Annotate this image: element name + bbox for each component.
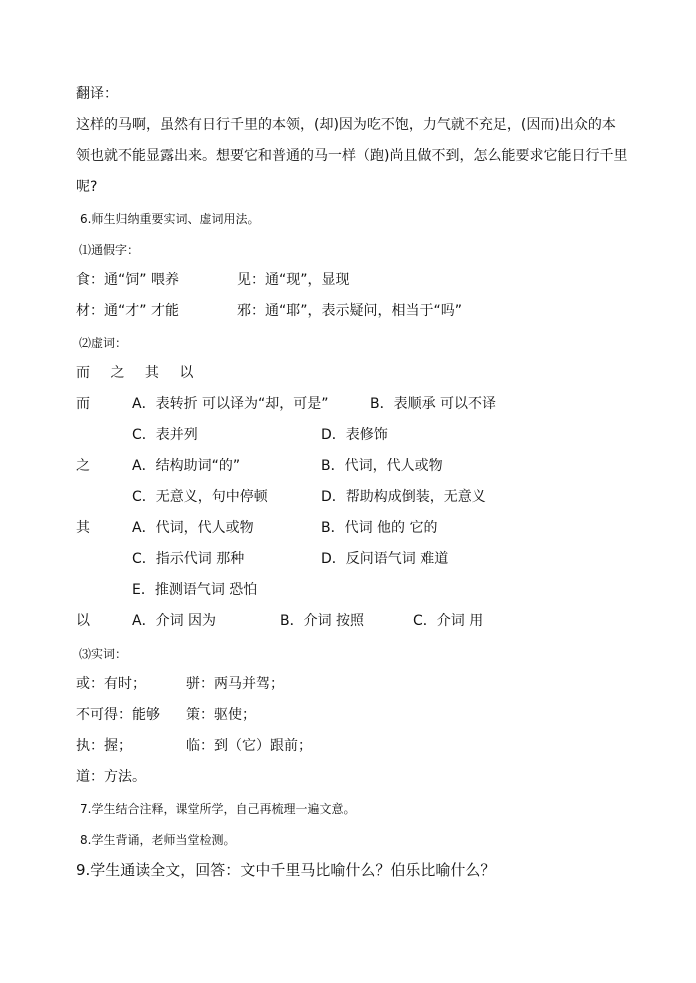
xuci-qi-e: E．推测语气词 恐怕	[132, 582, 258, 598]
translation-line-1: 这样的马啊，虽然有日行千里的本领，(却)因为吃不饱，力气就不充足，(因而)出众的本	[76, 117, 616, 133]
tongjia-ye: 邪：通“耶”，表示疑问，相当于“吗”	[237, 303, 463, 319]
shici-ce: 策：驱使；	[186, 707, 256, 723]
tongjia-jian: 见：通“现”，显现	[237, 272, 350, 288]
xuci-yi-c: C．介词 用	[413, 613, 484, 629]
xuci-yi-a: A．介词 因为	[132, 613, 217, 629]
xuci-qi-label: 其	[76, 520, 90, 536]
xuci-er-a: A．表转折 可以译为“却，可是”	[132, 396, 329, 412]
xuci-zhi-d: D．帮助构成倒装，无意义	[321, 489, 486, 505]
shici-huo: 或：有时；	[76, 676, 146, 692]
xuci-heading: ⑵虚词：	[79, 336, 128, 350]
xuci-zhi-label: 之	[76, 458, 90, 474]
xuci-qi-d: D．反问语气词 难道	[321, 551, 449, 567]
step-6-title: 6.师生归纳重要实词、虚词用法。	[80, 212, 260, 226]
xuci-qi-c: C．指示代词 那种	[132, 551, 245, 567]
xuci-er-b: B．表顺承 可以不译	[370, 396, 497, 412]
shici-bukede: 不可得：能够	[76, 707, 160, 723]
xuci-yi-b: B．介词 按照	[280, 613, 365, 629]
xuci-list: 而 之 其 以	[76, 365, 194, 381]
step-7: 7.学生结合注释，课堂所学，自己再梳理一遍文意。	[80, 802, 356, 816]
shici-heading: ⑶实词：	[79, 647, 128, 661]
shici-dao: 道：方法。	[76, 769, 146, 785]
shici-zhi: 执：握；	[76, 738, 132, 754]
tongjia-heading: ⑴通假字：	[79, 243, 140, 257]
xuci-er-c: C．表并列	[132, 427, 198, 443]
step-8: 8.学生背诵，老师当堂检测。	[80, 833, 236, 847]
translation-line-3: 呢?	[76, 179, 98, 195]
translation-line-2: 领也就不能显露出来。想要它和普通的马一样（跑)尚且做不到，怎么能要求它能日行千里	[76, 148, 628, 164]
shici-pian: 骈：两马并驾；	[186, 676, 284, 692]
translation-heading: 翻译：	[76, 86, 118, 102]
xuci-zhi-c: C．无意义，句中停顿	[132, 489, 268, 505]
step-9: 9.学生通读全文，回答：文中千里马比喻什么？伯乐比喻什么？	[76, 861, 496, 879]
shici-lin: 临：到（它）跟前；	[186, 738, 312, 754]
xuci-yi-label: 以	[76, 613, 90, 629]
xuci-zhi-b: B．代词，代人或物	[321, 458, 443, 474]
xuci-qi-b: B．代词 他的 它的	[321, 520, 438, 536]
xuci-zhi-a: A．结构助词“的”	[132, 458, 241, 474]
xuci-qi-a: A．代词，代人或物	[132, 520, 254, 536]
tongjia-shi: 食：通“饲” 喂养	[76, 272, 179, 288]
xuci-er-label: 而	[76, 396, 90, 412]
tongjia-cai: 材：通“才” 才能	[76, 303, 179, 319]
xuci-er-d: D．表修饰	[321, 427, 388, 443]
